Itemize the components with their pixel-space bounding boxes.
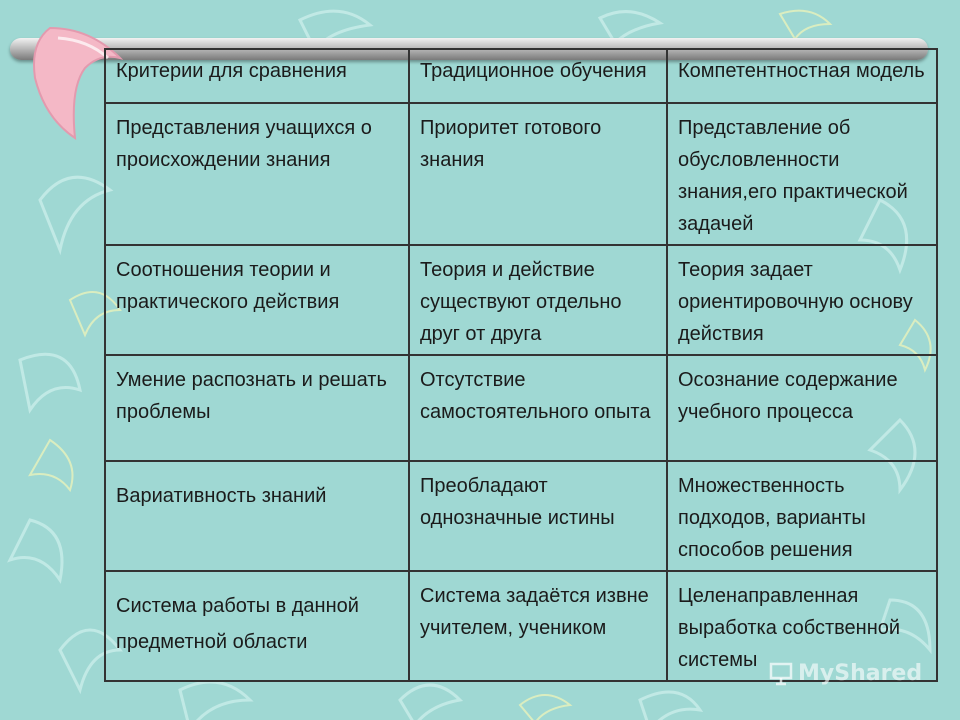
row-traditional: Отсутствие самостоятельного опыта xyxy=(409,355,667,461)
comparison-table xyxy=(104,48,938,682)
row-criterion: Умение распознать и решать проблемы xyxy=(105,355,409,461)
table-header-row xyxy=(105,49,937,103)
row-competency: Осознание содержание учебного процесса xyxy=(667,355,937,461)
header-traditional: Традиционное обучения xyxy=(409,49,667,103)
table-row xyxy=(105,355,937,461)
row-criterion: Соотношения теории и практического действия xyxy=(105,245,409,355)
watermark xyxy=(768,660,922,686)
row-criterion: Представления учащихся о происхождении знания xyxy=(105,103,409,245)
table-row xyxy=(105,461,937,571)
row-traditional: Система задаётся извне учителем, учеником xyxy=(409,571,667,681)
row-traditional: Преобладают однозначные истины xyxy=(409,461,667,571)
row-competency: Целенаправленная выработка собственной системы xyxy=(667,571,937,681)
row-competency: Теория задает ориентировочную основу действия xyxy=(667,245,937,355)
row-competency: Множественность подходов, варианты способов решения xyxy=(667,461,937,571)
row-traditional: Теория и действие существуют отдельно друг от друга xyxy=(409,245,667,355)
row-competency: Представление об обусловленности знания,его практической задачей xyxy=(667,103,937,245)
presentation-icon xyxy=(768,660,794,686)
row-criterion: Система работы в данной предметной области xyxy=(105,571,409,681)
table-row xyxy=(105,103,937,245)
header-competency: Компетентностная модель xyxy=(667,49,937,103)
watermark-text: MyShared xyxy=(798,660,923,686)
row-criterion: Вариативность знаний xyxy=(105,461,409,571)
table-row xyxy=(105,245,937,355)
row-traditional: Приоритет готового знания xyxy=(409,103,667,245)
header-criteria: Критерии для сравнения xyxy=(105,49,409,103)
